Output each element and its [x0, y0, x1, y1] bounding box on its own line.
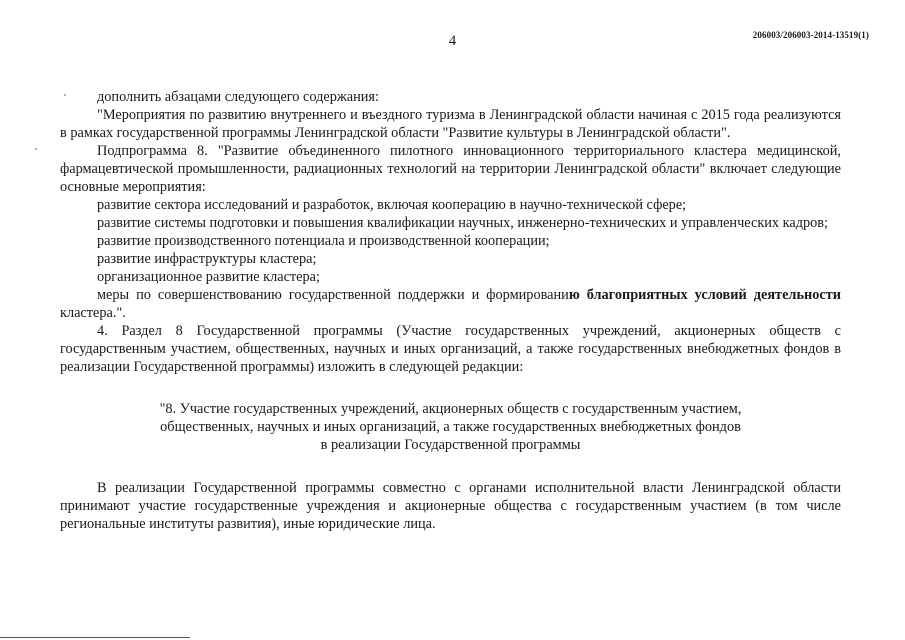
- list-item-support: [60, 286, 841, 322]
- section-heading-line-1: "8. Участие государственных учреждений, акционерных обществ с государственным участием,: [159, 401, 742, 417]
- section-heading: [60, 400, 841, 454]
- document-body: [60, 88, 841, 533]
- list-item-training: развитие системы подготовки и повышения квалификации научных, инженерно-технических и управленческих кадров;: [97, 215, 829, 231]
- paragraph-tourism: "Мероприятия по развитию внутреннего и въездного туризма в Ленинградской области начиная с 2015 года реализуются в рамках государственной программы Ленинградской области "Развитие культуры в Ленинградской области".: [60, 107, 841, 141]
- support-text-end: кластера.".: [60, 305, 126, 321]
- paragraph-intro: дополнить абзацами следующего содержания:: [97, 89, 379, 105]
- paragraph-section-8-amendment: 4. Раздел 8 Государственной программы (Участие государственных учреждений, акционерных обществ с государственным участием, общественных, научных и иных организаций, а также государственных внебюджетных фондов в реализации Государственной программы) изложить в следующей редакции:: [60, 323, 841, 375]
- list-item-research: развитие сектора исследований и разработок, включая кооперацию в научно-технической сфере;: [97, 197, 687, 213]
- support-text-start: меры по совершенствованию государственной поддержки и формировани: [97, 287, 569, 303]
- page-number: 4: [448, 33, 457, 49]
- section-heading-line-2: общественных, научных и иных организаций, а также государственных внебюджетных фондов: [160, 419, 741, 435]
- section-heading-line-3: в реализации Государственной программы: [320, 437, 581, 453]
- footer-rule: [0, 637, 190, 638]
- paragraph-participants: В реализации Государственной программы совместно с органами исполнительной власти Ленинградской области принимают участие государственные учреждения и акционерные общества с государственным участием (в том числе региональные институты развития), иные юридические лица.: [60, 480, 841, 532]
- scan-speck: [35, 148, 37, 150]
- scan-speck: [64, 94, 66, 96]
- list-item-production: развитие производственного потенциала и производственной кооперации;: [97, 233, 550, 249]
- list-item-infrastructure: развитие инфраструктуры кластера;: [97, 251, 317, 267]
- list-item-organization: организационное развитие кластера;: [97, 269, 320, 285]
- document-code: 206003/206003-2014-13519(1): [752, 30, 869, 40]
- support-text-bold: ю благоприятных условий деятельности: [568, 287, 841, 303]
- paragraph-subprogram-8: Подпрограмма 8. "Развитие объединенного пилотного инновационного территориального кластера медицинской, фармацевтической промышленности, радиационных технологий на территории Ленинградской области" включает следующие основные мероприятия:: [60, 143, 841, 195]
